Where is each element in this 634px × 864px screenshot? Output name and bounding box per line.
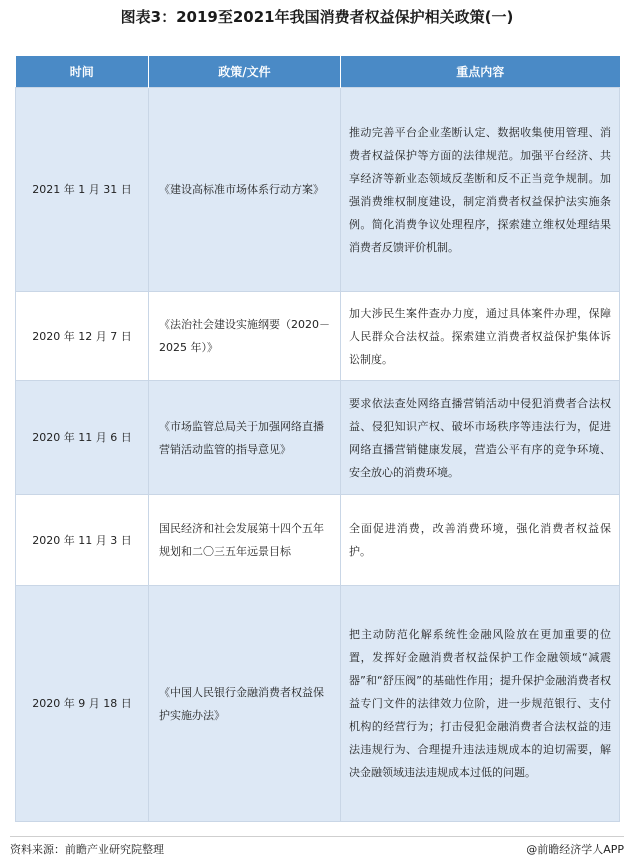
row-content: 全面促进消费，改善消费环境，强化消费者权益保护。: [341, 495, 620, 586]
row-time: 2021 年 1 月 31 日: [16, 88, 149, 292]
table-row: [16, 292, 620, 381]
row-time: 2020 年 11 月 6 日: [16, 381, 149, 495]
source-note: 资料来源：前瞻产业研究院整理: [10, 843, 164, 856]
row-content: 推动完善平台企业垄断认定、数据收集使用管理、消费者权益保护等方面的法律规范。加强平台经济、共享经济等新业态领域反垄断和反不正当竞争规制。加强消费维权制度建设，制定消费者权益保护法实施条例。简化消费争议处理程序，探索建立维权处理结果消费者反馈评价机制。: [341, 88, 620, 292]
table-row: [16, 88, 620, 292]
header-content: 重点内容: [341, 56, 620, 88]
row-time: 2020 年 12 月 7 日: [16, 292, 149, 381]
row-policy: 《市场监管总局关于加强网络直播营销活动监管的指导意见》: [149, 381, 341, 495]
row-policy: 《法治社会建设实施纲要（2020－2025 年）》: [149, 292, 341, 381]
header-policy: 政策/文件: [149, 56, 341, 88]
row-policy: 国民经济和社会发展第十四个五年规划和二〇三五年远景目标: [149, 495, 341, 586]
table-header-row: [16, 56, 620, 88]
row-policy: 《建设高标准市场体系行动方案》: [149, 88, 341, 292]
row-content: 要求依法查处网络直播营销活动中侵犯消费者合法权益、侵犯知识产权、破坏市场秩序等违法行为，促进网络直播营销健康发展，营造公平有序的竞争环境、安全放心的消费环境。: [341, 381, 620, 495]
table-row: [16, 381, 620, 495]
header-time: 时间: [16, 56, 149, 88]
table-row: [16, 586, 620, 822]
row-content: 加大涉民生案件查办力度，通过具体案件办理，保障人民群众合法权益。探索建立消费者权益保护集体诉讼制度。: [341, 292, 620, 381]
policy-table: [15, 56, 620, 822]
table-row: [16, 495, 620, 586]
row-policy: 《中国人民银行金融消费者权益保护实施办法》: [149, 586, 341, 822]
row-content: 把主动防范化解系统性金融风险放在更加重要的位置，发挥好金融消费者权益保护工作金融领域“减震器”和“舒压阀”的基础性作用；提升保护金融消费者权益专门文件的法律效力位阶，进一步规范银行、支付机构的经营行为；打击侵犯金融消费者合法权益的违法违规行为、合理提升违法违规成本的迫切需要，解决金融领域违法违规成本过低的问题。: [341, 586, 620, 822]
row-time: 2020 年 11 月 3 日: [16, 495, 149, 586]
row-time: 2020 年 9 月 18 日: [16, 586, 149, 822]
brand-credit: @前瞻经济学人APP: [526, 843, 624, 856]
page-title: 图表3：2019至2021年我国消费者权益保护相关政策(一): [120, 8, 514, 26]
footer: [10, 836, 624, 857]
